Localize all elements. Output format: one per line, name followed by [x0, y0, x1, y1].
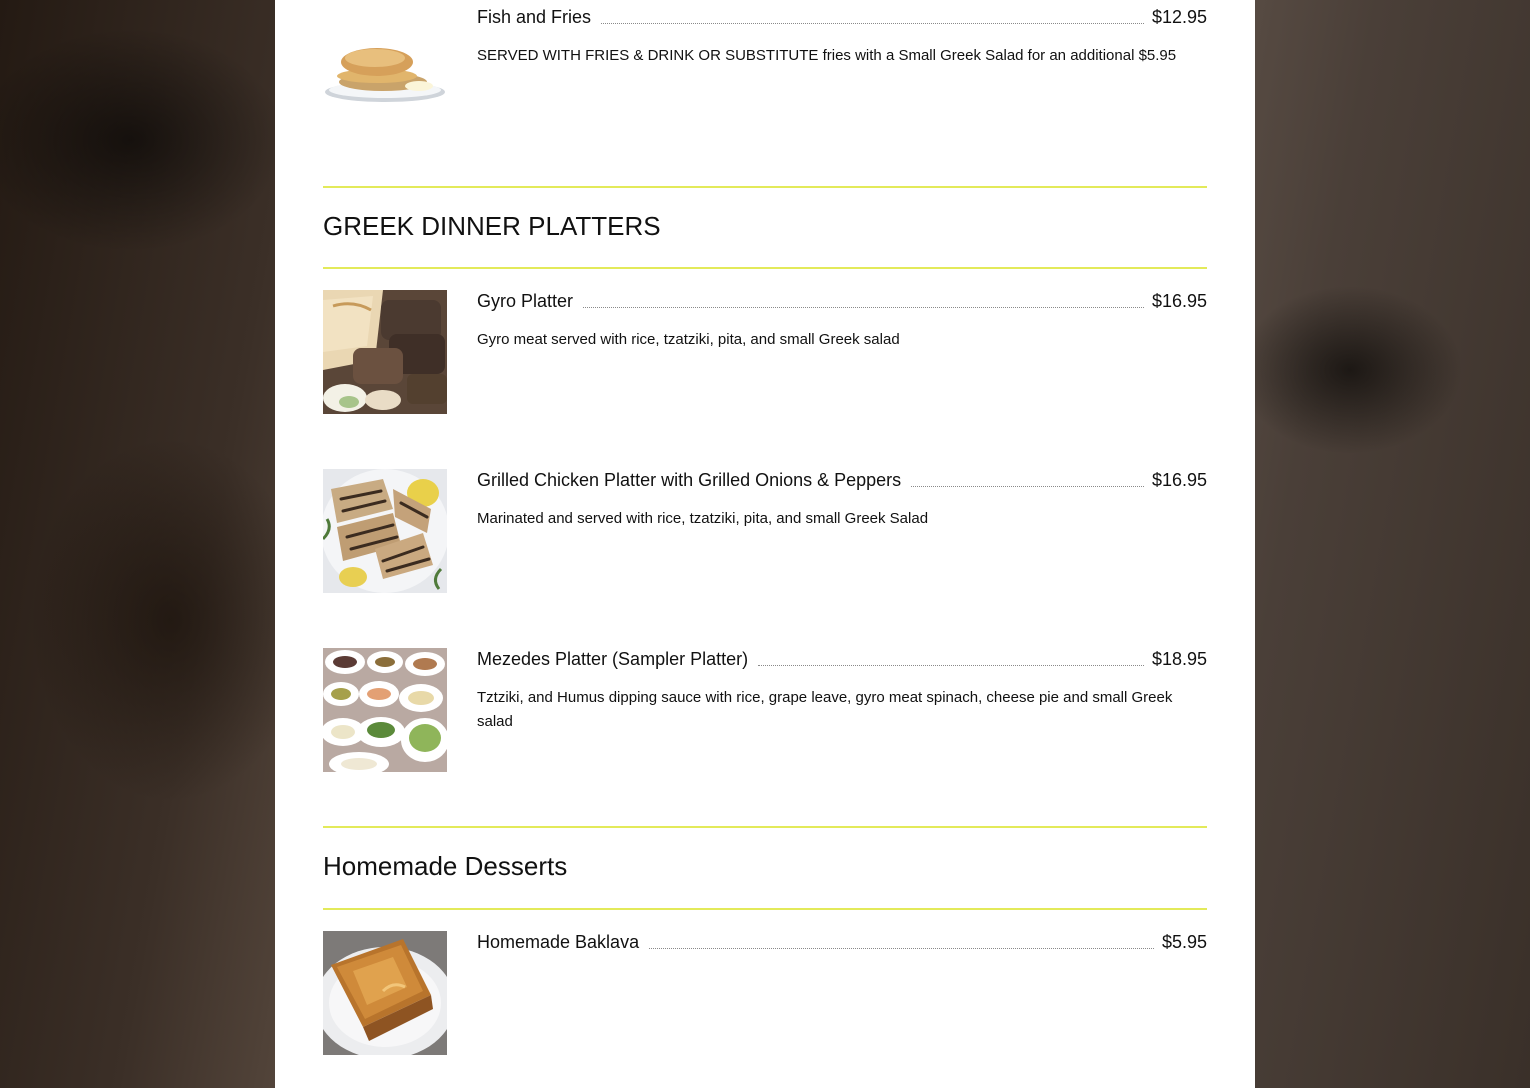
section-title-homemade-desserts: Homemade Desserts	[323, 851, 568, 881]
menu-item-homemade-baklava	[323, 931, 1207, 1055]
mezedes-platter-photo[interactable]	[323, 648, 447, 772]
section-divider	[323, 267, 1207, 269]
item-name: Mezedes Platter (Sampler Platter)	[477, 649, 749, 669]
dot-leader	[649, 931, 1154, 949]
item-name: Homemade Baklava	[477, 932, 640, 952]
fish-sandwich-photo[interactable]	[323, 6, 447, 130]
item-name: Gyro Platter	[477, 291, 574, 311]
item-description: SERVED WITH FRIES & DRINK OR SUBSTITUTE fries with a Small Greek Salad for an additional $5.95	[477, 47, 1177, 64]
section-divider	[323, 826, 1207, 828]
section-divider	[323, 186, 1207, 188]
item-price: $12.95	[1151, 7, 1207, 27]
menu-item-fish-and-fries	[323, 6, 1207, 130]
dot-leader	[583, 290, 1144, 308]
dot-leader	[758, 648, 1144, 666]
item-description: Tztziki, and Humus dipping sauce with rice, grape leave, gyro meat spinach, cheese pie and small Greek salad	[477, 689, 1173, 730]
item-name: Fish and Fries	[477, 7, 592, 27]
dot-leader	[601, 6, 1144, 24]
section-divider	[323, 908, 1207, 910]
menu-item-gyro-platter	[323, 290, 1207, 414]
item-name: Grilled Chicken Platter with Grilled Onions & Peppers	[477, 470, 902, 490]
grilled-chicken-photo[interactable]	[323, 469, 447, 593]
item-description: Gyro meat served with rice, tzatziki, pita, and small Greek salad	[477, 331, 900, 348]
menu-item-grilled-chicken-platter	[323, 469, 1207, 593]
menu-page	[275, 0, 1255, 1088]
dot-leader	[911, 469, 1144, 487]
menu-item-mezedes-platter	[323, 648, 1207, 772]
item-price: $16.95	[1151, 291, 1207, 311]
gyro-platter-photo[interactable]	[323, 290, 447, 414]
section-title-greek-dinner-platters: GREEK DINNER PLATTERS	[323, 211, 661, 241]
baklava-photo[interactable]	[323, 931, 447, 1055]
item-price: $16.95	[1151, 470, 1207, 490]
item-description: Marinated and served with rice, tzatziki, pita, and small Greek Salad	[477, 510, 929, 527]
item-price: $5.95	[1161, 932, 1207, 952]
item-price: $18.95	[1151, 649, 1207, 669]
